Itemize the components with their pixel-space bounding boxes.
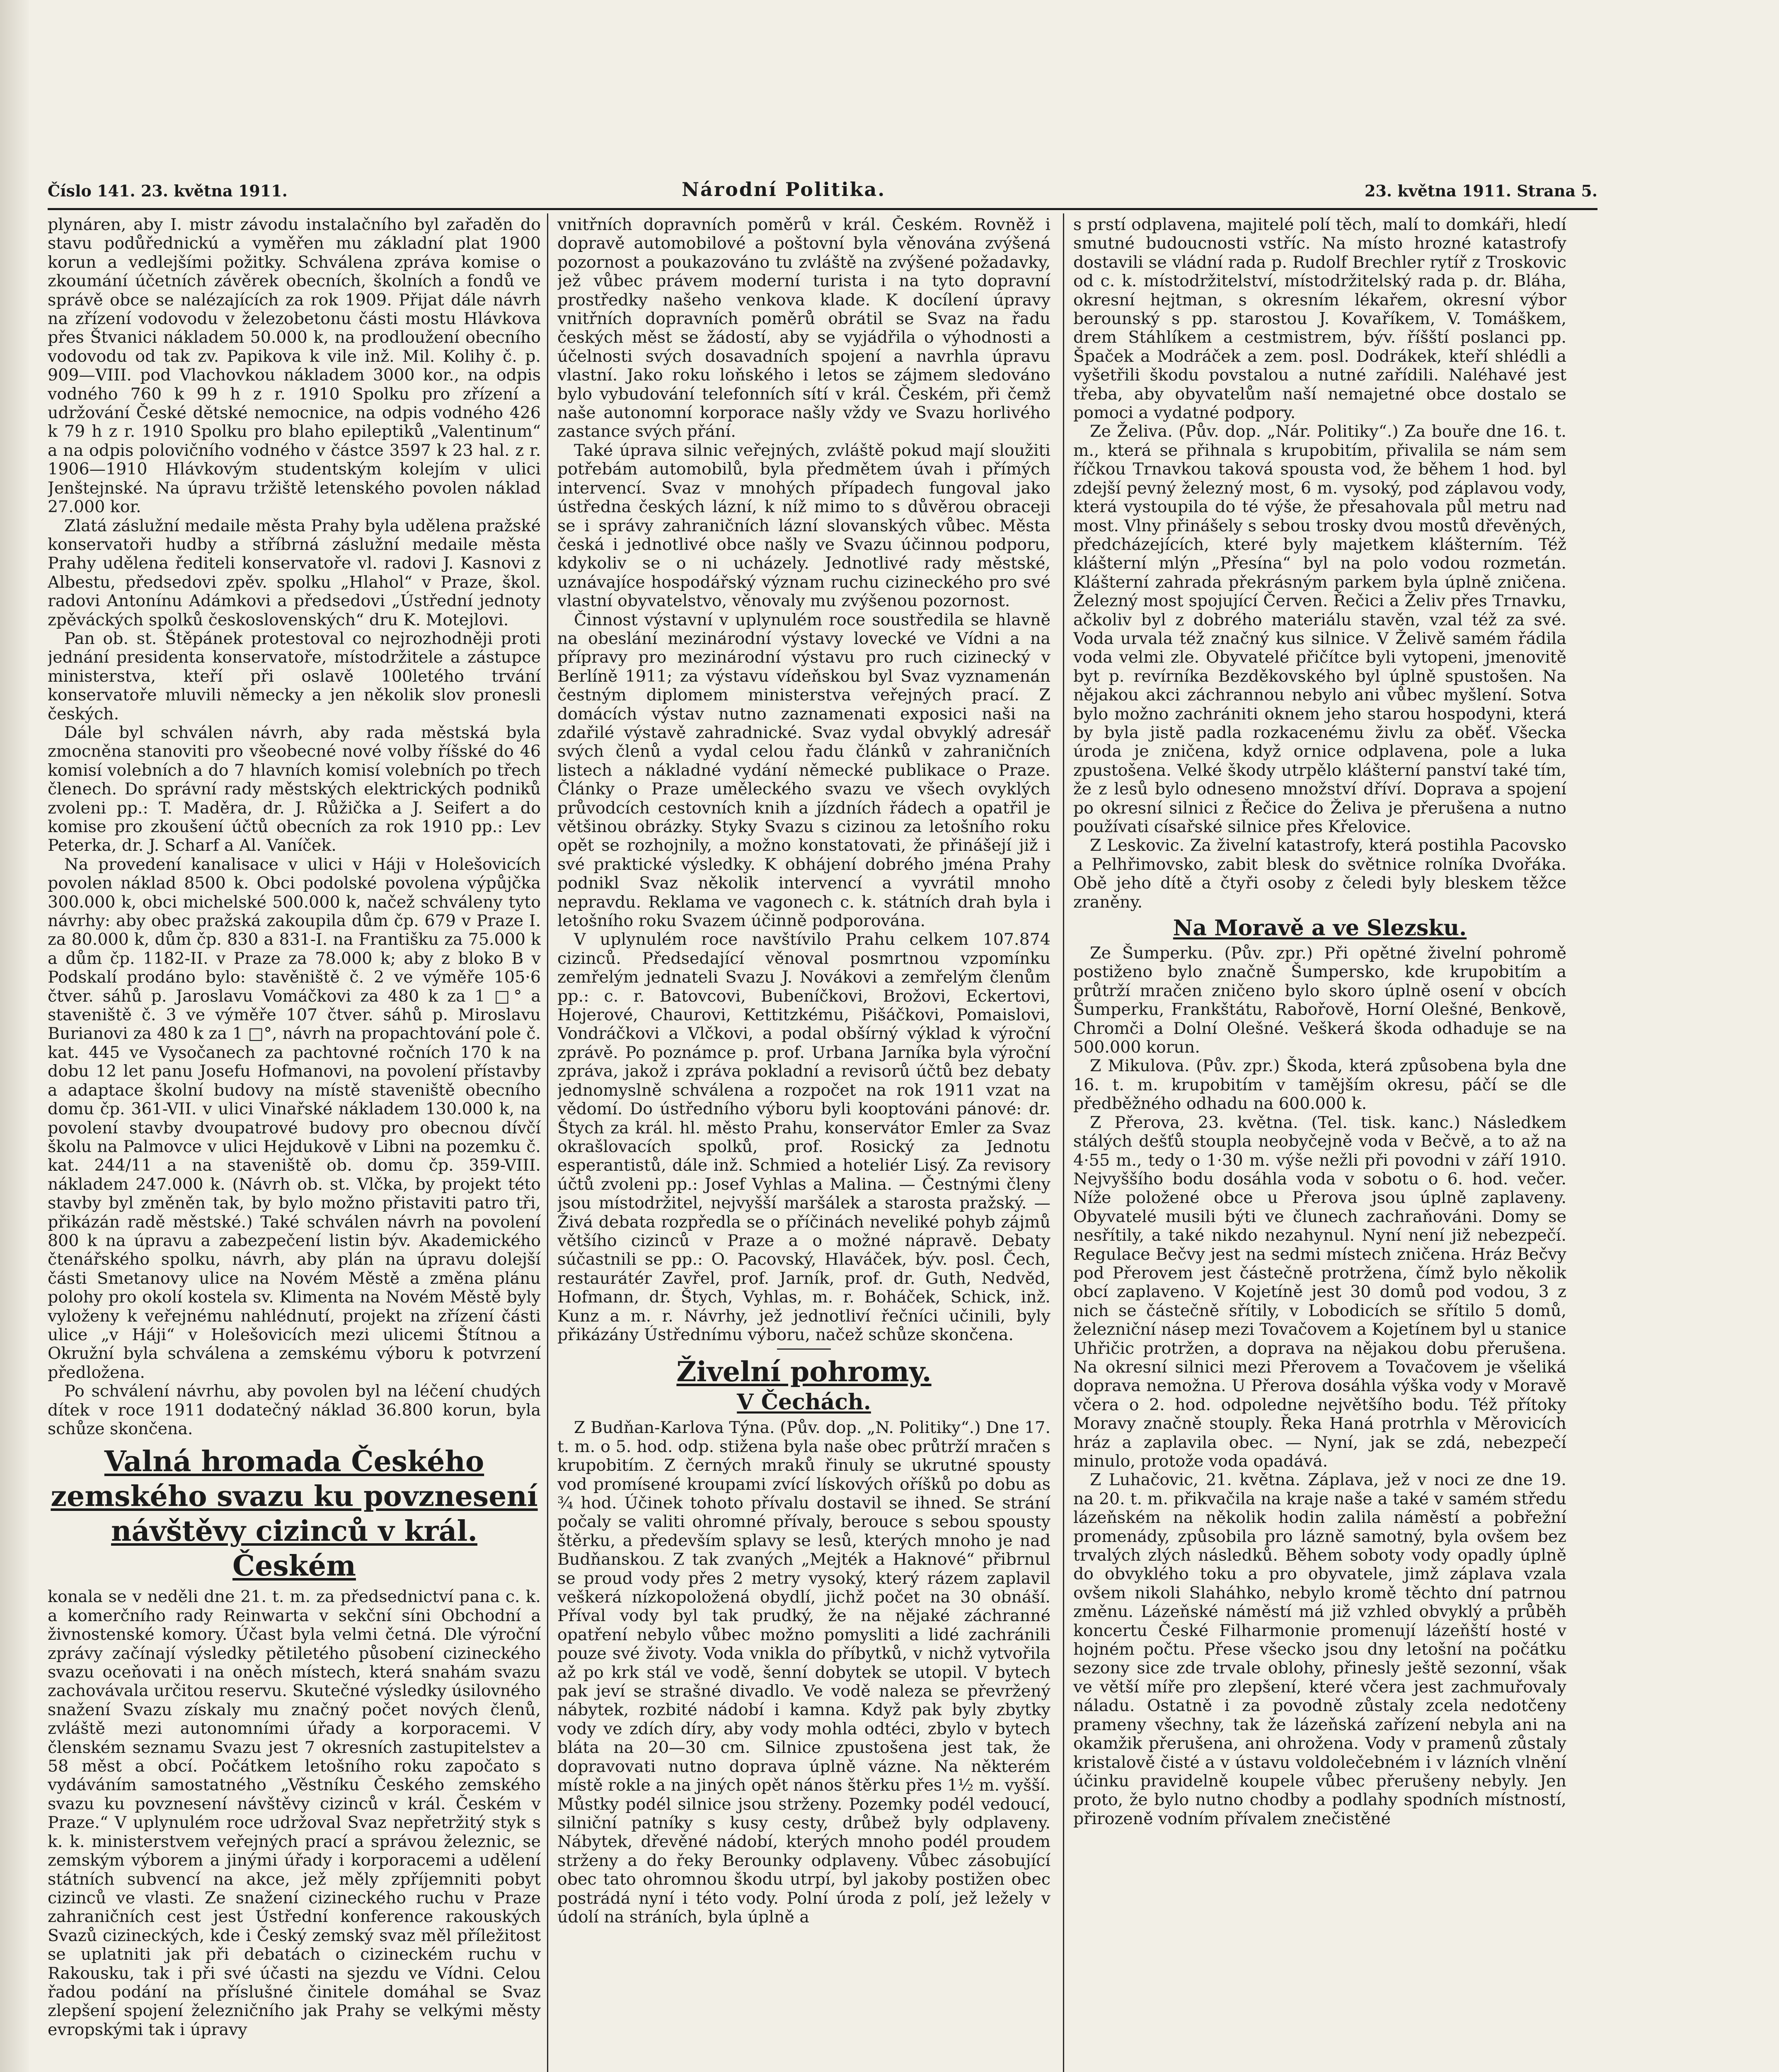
section-subheadline: V Čechách. — [737, 1389, 871, 1415]
article-paragraph: Z Přerova, 23. května. (Tel. tisk. kanc.) Následkem stálých dešťů stoupla neobyčejně voda v Bečvě, a to až na 4·55 m., tedy o 1·30 m. výše nežli při povodni v září 1910. Nejvyššího bodu dosáhla voda v sobotu o 6. hod. večer. Níže položené obce u Přerova jsou úplně zaplaveny. Obyvatelé musili býti ve člunech zachraňováni. Domy se nesřítily, a také nikdo nezahynul. Nyní není již nebezpečí. Regulace Bečvy jest na sedmi místech zničena. Hráz Bečvy pod Přerovem jest částečně protržena, čímž bylo několik obcí zaplaveno. V Kojetíně jest 30 domů pod vodou, 3 z nich se částečně sřítily, v Lobodicích se sřítilo 5 domů, železniční násep mezi Tovačovem a Kojetínem byl u stanice Uhřičic protržen, a doprava na nějakou dobu přerušena. Na okresní silnici mezi Přerovem a Tovačovem je všeliká doprava nemožna. U Přerova dosáhla výška vody v Moravě včera o 2. hod. odpoledne největšího bodu. Též přítoky Moravy značně stouply. Řeka Haná protrhla v Měrovicích hráz a zaplavila obec. — Nyní, jak se zdá, nebezpečí minulo, protože voda opadává. — [1073, 1113, 1566, 1471]
column-1 — [48, 215, 541, 2072]
column-3 — [1073, 215, 1566, 2072]
article-paragraph: Ze Šumperku. (Pův. zpr.) Při opětné živelní pohromě postiženo bylo značně Šumpersko, kde krupobitím a průtrží mračen zničeno bylo skoro úplně osení v obcích Šumperku, Frankštátu, Rabořově, Horní Olešné, Benkově, Chromči a Dolní Olešné. Veškerá škoda odhaduje se na 500.000 korun. — [1073, 944, 1566, 1057]
article-paragraph: Po schválení návrhu, aby povolen byl na léčení chudých dítek v roce 1911 dodatečný náklad 36.800 korun, byla schůze skončena. — [48, 1382, 541, 1438]
article-paragraph: Z Budňan-Karlova Týna. (Pův. dop. „N. Politiky“.) Dne 17. t. m. o 5. hod. odp. stižena byla naše obec průtrží mračen s krupobitím. Z černých mraků řinuly se ukrutné spousty vod promísené kroupami zvící lískových oříšků po dobu as ¾ hod. Účinek tohoto přívalu dostavil se ihned. Se strání počaly se valiti ohromné přívaly, berouce s sebou spousty štěrku, a především splavy se lesů, kterých mnoho je nad Budňanskou. Z tak zvaných „Mejték a Haknové“ přibrnul se proud vody přes 2 metry vysoký, který rázem zaplavil veškerá nízkopoložená obydlí, jichž počet na 30 obnáší. Příval vody byl tak prudký, že na nějaké záchranné opatření nebylo vůbec možno pomysliti a lidé zachránili pouze své životy. Voda vnikla do příbytků, v nichž vytvořila až po krk stál ve vodě, šenní dobytek se utopil. V bytech pak jeví se strašné divadlo. Ve vodě naleza se převržený nábytek, rozbité nádobí i kamna. Když pak byly zbytky vody ve zdích díry, aby vody mohla odtéci, zbylo v bytech bláta na 20—30 cm. Silnice zpustošena jest tak, že dopravovati nutno doprava úplně vázne. Na některém místě rokle a na jiných opět nános štěrku přes 1½ m. vyšší. Můstky podél silnice jsou strženy. Pozemky podél vedoucí, silniční patníky s kusy cesty, drůbež byly odplaveny. Nábytek, dřevěné nádobí, kterých mnoho podél proudem strženy a do řeky Berounky odplaveny. Vůbec zásobující obec tato ohromnou škodu utrpí, byl jakoby postižen obec postrádá nyní i této vody. Polní úroda z polí, jež ležely v údolí na stráních, byla úplně a — [557, 1418, 1050, 1927]
article-paragraph: vnitřních dopravních poměrů v král. Českém. Rovněž i dopravě automobilové a poštovní byla věnována zvýšená pozornost a poukazováno tu zvláště na zvýšené požadavky, jež vůbec právem moderní turista i na tyto dopravní prostředky našeho venkova klade. K docílení úpravy vnitřních dopravních poměrů obrátil se Svaz na řadu českých měst se žádostí, aby se vyjádřila o výhodnosti a účelnosti svých dosavadních spojení a navrhla úpravu vlastní. Jako roku loňského i letos se zájmem sledováno bylo vybudování telefonních sítí v král. Českém, při čemž naše autonomní korporace našly vždy ve Svazu horlivého zastance svých přání. — [557, 215, 1050, 441]
section-divider — [777, 1348, 831, 1350]
article-paragraph: Ze Želiva. (Pův. dop. „Nár. Politiky“.) Za bouře dne 16. t. m., která se přihnala s krupobitím, přivalila se nám sem říčkou Trnavkou taková spousta vod, že během 1 hod. byl zdejší pevný železný most, 6 m. vysoký, pod záplavou vody, která vystoupila do té výše, že přesahovala půl metru nad most. Vlny přinášely s sebou trosky dvou mostů dřevěných, předcházejících, které byly majetkem klášterním. Též klášterní mlýn „Přesína“ byl na polo vodou rozmetán. Klášterní zahrada překrásným parkem byla úplně zničena. Železný most spojující Červen. Řečici a Želiv přes Trnavku, ačkoliv byl z dobrého materiálu stavěn, vzal též za své. Voda urvala též značný kus silnice. V Želivě samém řádila voda velmi zle. Obyvatelé přičítce byli vytopeni, jmenovitě byt p. revírníka Bezděkovského byl úplně spustošen. Na nějakou akci záchrannou nebylo ani vůbec myšlení. Sotva bylo možno zachrániti oknem jeho starou hospodyni, která by byla jistě padla rozkacenému živlu za oběť. Všecka úroda je zničena, když ornice odplavena, pole a luka zpustošena. Velké škody utrpělo klášterní panství také tím, že z lesů bylo odneseno množství dříví. Doprava a spojení po okresní silnici z Řečice do Želiva je přerušena a nutno používati císařské silnice přes Křelovice. — [1073, 422, 1566, 836]
date-and-page: 23. května 1911. Strana 5. — [1365, 182, 1597, 200]
section-headline: Na Moravě a ve Slezsku. — [1173, 915, 1467, 941]
masthead-title: Národní Politika. — [682, 178, 886, 201]
article-paragraph: Pan ob. st. Štěpánek protestoval co nejrozhodněji proti jednání presidenta konservatoře, místodržitele a zástupce ministerstva, kteří při oslavě 100letého trvání konservatoře mluvili německy a jen několik slov pronesli českých. — [48, 629, 541, 724]
page-header — [48, 178, 1597, 207]
article-paragraph: Také úprava silnic veřejných, zvláště pokud mají sloužiti potřebám automobilů, byla předmětem úvah i přímých intervencí. Svaz v mnohých případech fungoval jako ústředna českých lázní, k níž mimo to s důvěrou obraceji se i správy zahraničních lázní slovanských vůbec. Města česká i jednotlivé obce našly ve Svazu účinnou podporu, kdykoliv se o ni ucházely. Jednotlivé rady městské, uznávajíce hospodářský význam ruchu cizineckého pro své vlastní obyvatelstvo, věnovaly mu zvýšenou pozornost. — [557, 441, 1050, 611]
article-paragraph: Činnost výstavní v uplynulém roce soustředila se hlavně na obeslání mezinárodní výstavy lovecké ve Vídni a na přípravy pro mezinárodní výstavu pro ruch cizinecký v Berlíně 1911; za výstavu vídeňskou byl Svaz vyznamenán čestným diplomem ministerstva veřejných prací. Z domácích výstav nutno zaznamenati exposici naši na zdařilé výstavě zahradnické. Svaz vydal obvyklý adresář svých členů a vydal celou řadu článků v zahraničních listech a nákladné vydání německé publikace o Praze. Články o Praze uměleckého svazu ve všech ovyklých průvodcích cestovních knih a jízdních řádech a opatřil je většinou obrázky. Styky Svazu s cizinou za letošního roku opět se rozhojnily, a možno konstatovati, že přinášejí již i své praktické výsledky. K obhájení dobrého jména Prahy podnikl Svaz několik intervencí a vyvrátil mnoho nepravdu. Reklama ve vagonech c. k. státních drah byla i letošního roku Svazem účinně podporována. — [557, 610, 1050, 931]
article-paragraph: Z Luhačovic, 21. května. Záplava, jež v noci ze dne 19. na 20. t. m. přikvačila na kraje naše a také v samém středu lázeňském na několik hodin zalila náměstí a pobřežní promenády, způsobila pro lázně samotný, byla ovšem bez trvalých zlých následků. Během soboty vody opadly úplně do obvyklého toku a pro obyvatele, jimž záplava vzala ovšem nikoli Slaháhko, nebylo kromě těchto dní patrnou změnu. Lázeňské náměstí má již vzhled obvyklý a průběh koncertu České Filharmonie promenují lázeňští hosté v hojném počtu. Přese všecko jsou dny letošní na počátku sezony sice zde trvale oblohy, přinesly ještě sezonní, však ve větší míře pro zlepšení, které včera jest zachmuřovaly náladu. Ostatně i za povodně zůstaly zcela nedotčeny prameny všechny, tak že lázeňská zařízení nebyla ani na okamžik přerušena, ani ohrožena. Vody v pramenů zůstaly kristalově čisté a v ústavu voldolečebném i v lázních vlnění účinku pravidelně koupele vůbec přerušeny nebyly. Jen proto, že bylo nutno chodby a podlahy spodních místností, přirozeně vodním přívalem znečistěné — [1073, 1470, 1566, 1828]
page-binding-edge — [0, 0, 29, 2072]
issue-number: Číslo 141. 23. května 1911. — [48, 182, 288, 200]
article-paragraph: Zlatá záslužní medaile města Prahy byla udělena pražské konservatoři hudby a stříbrná záslužní medaile města Prahy udělena řediteli konservatoře vl. radovi J. Kasnovi z Albestu, předsedovi zpěv. spolku „Hlahol“ v Praze, škol. radovi Antonínu Adámkovi a předsedovi „Ústřední jednoty zpěváckých spolků československých“ dru K. Motejlovi. — [48, 516, 541, 629]
article-paragraph: s prstí odplavena, majitelé polí těch, malí to domkáři, hledí smutné budoucnosti vstříc. Na místo hrozné katastrofy dostavili se vládní rada p. Rudolf Brechler rytíř z Troskovic od c. k. místodržitelství, místodržitelský rada p. dr. Bláha, okresní hejtman, s okresním lékařem, okresní výbor berounský s pp. starostou J. Kovaříkem, V. Tomáškem, drem Stáhlíkem a cestmistrem, býv. říšští poslanci pp. Špaček a Modráček a zem. posl. Dodrákek, kteří shlédli a vyšetřili škodu povstalou a nutné zařídili. Naléhavé jest třeba, aby obyvatelům naší nemajetné obce dostalo se pomoci a vydatné podpory. — [1073, 215, 1566, 423]
column-divider — [547, 213, 548, 2072]
section-headline: Živelní pohromy. — [676, 1356, 932, 1388]
article-paragraph: Z Mikulova. (Pův. zpr.) Škoda, která způsobena byla dne 16. t. m. krupobitím v tamějším okresu, páčí se dle předběžného odhadu na 600.000 k. — [1073, 1056, 1566, 1113]
article-paragraph: Z Leskovic. Za živelní katastrofy, která postihla Pacovsko a Pelhřimovsko, zabit blesk do světnice rolníka Dvořáka. Obě jeho dítě a čtyři osoby z čeledi byly bleskem těžce zraněny. — [1073, 836, 1566, 912]
column-2 — [557, 215, 1050, 2072]
article-paragraph: plynáren, aby I. mistr závodu instalačního byl zařaděn do stavu podůřednickú a vyměřen mu základní plat 1900 korun a vedlejšími požitky. Schválena zpráva komise o zkoumání účetních závěrek obecních, školních a fondů ve správě obce se nalézajících za rok 1909. Přijat dále návrh na zřízení vodovodu v železobetonu části mostu Hlávkova přes Štvanici nákladem 50.000 k, na prodloužení obecního vodovodu od tak zv. Papikova k vile inž. Mil. Kolihy č. p. 909—VIII. pod Vlachovkou nákladem 3000 kor., na odpis vodného 760 k 99 h z r. 1910 Spolku pro zřízení a udržování České dětské nemocnice, na odpis vodného 426 k 79 h z r. 1910 Spolku pro blaho epileptiků „Valentinum“ a na odpis polovičního vodného v částce 3597 k 23 hal. z r. 1906—1910 Hlávkovým studentským kolejím v ulici Jenštejnské. Na úpravu tržiště letenského povolen náklad 27.000 kor. — [48, 215, 541, 517]
article-paragraph: Na provedení kanalisace v ulici v Háji v Holešovicích povolen náklad 8500 k. Obci podolské povolena výpůjčka 300.000 k, obci michelské 500.000 k, načež schváleny tyto návrhy: aby obec pražská zakoupila dům čp. 679 v Praze I. za 80.000 k, dům čp. 830 a 831-I. na Františku za 75.000 k a dům čp. 1182-II. v Praze za 78.000 k; aby z blokо B v Podskalí prodáno bylo: stavěniště č. 2 ve výměře 105·6 čtver. sáhů p. Jaroslavu Vomáčkovi za 480 k za 1 □° a staveniště č. 3 ve výměře 107 čtver. sáhů p. Miroslavu Burianovi za 480 k za 1 □°, návrh na propachtování pole č. kat. 445 ve Vysočanech za pachtovné ročních 170 k na dobu 12 let panu Josefu Hofmanovi, na povolení přístavby a adaptace školní budovy na místě staveniště obecního domu čp. 361-VII. v ulici Vinařské nákladem 130.000 k, na povolení stavby dvoupatrové budovy pro obecnou dívčí školu na Palmovce v ulici Hejdukově v Libni na pozemku č. kat. 244/11 a na staveniště ob. domu čp. 359-VIII. nákladem 247.000 k. (Návrh ob. st. Vlčka, by projekt této stavby byl změněn tak, by bylo možno přistaviti patro tři, přikázán radě městské.) Také schválen návrh na povolení 800 k na úpravu a zabezpečení listin býv. Akademického čtenářského spolku, návrh, aby plán na úpravu dolejší části Smetanovy ulice na Novém Městě a změna plánu polohy pro okolí kostela sv. Klimenta na Novém Městě byly vyloženy k veřejnému nahlédnutí, projekt na zřízení části ulice „v Háji“ v Holešovicích mezi ulicemi Štítnou a Okružní byla schválena a zemskému výboru k potvrzení předložena. — [48, 854, 541, 1382]
article-paragraph: V uplynulém roce navštívilo Prahu celkem 107.874 cizinců. Předsedající věnoval posmrtnou vzpomínku zemřelým jednateli Svazu J. Novákovi a zemřelým členům pp.: c. r. Batovcovi, Bubeníčkovi, Brožovi, Eckertovi, Hojerové, Chaurovi, Kettitzkému, Pišáčkovi, Pomaislovi, Vondráčkovi a Vlčkovi, a podal obšírný výklad k výroční zprávě. Po poznámce p. prof. Urbana Jarníka byla výroční zpráva, jakož i zpráva pokladní a revisorů účtů bez debaty jednomyslně schválena a rozpočet na rok 1911 vzat na vědomí. Do ústředního výboru byli kooptováni pánové: dr. Štych za král. hl. město Prahu, konservátor Emler za Svaz okrašlovacích spolků, prof. Rosický za Jednotu esperantistů, dále inž. Schmied a hoteliér Lisý. Za revisory účtů zvoleni pp.: Josef Vyhlas a Malina. — Čestnými členy jsou místodržitel, nejvyšší maršálek a starosta pražský. — Živá debata rozpředla se o příčinách neveliké pohyb zájmů většího cizinců v Praze a o možné nápravě. Debaty súčastnili se pp.: O. Pacovský, Hlaváček, býv. posl. Čech, restaurátér Zavřel, prof. Jarník, prof. dr. Guth, Nedvěd, Hofmann, dr. Štych, Vyhlas, m. r. Boháček, Schick, inž. Kunz a m. r. Návrhy, jež jednotliví řečníci učinili, byly přikázány Ústřednímu výboru, načež schůze skončena. — [557, 930, 1050, 1344]
article-paragraph: konala se v neděli dne 21. t. m. za předsednictví pana c. k. a komerčního rady Reinwarta v sekční síni Obchodní a živnostenské komory. Účast byla velmi četná. Dle výroční zprávy začínají výsledky pětiletého působení cizineckého svazu oceňovati i na oněch místech, která snahám svazu zachovávala určitou reservu. Skutečné výsledky úsilovného snažení Svazu získaly mu značný počet nových členů, zvláště mezi autonomními úřady a korporacemi. V členském seznamu Svazu jest 7 okresních zastupitelstev a 58 měst a obcí. Počátkem letošního roku započato s vydáváním samostatného „Věstníku Českého zemského svazu ku povznesení návštěvy cizinců v král. Českém v Praze.“ V uplynulém roce udržoval Svaz nepřetržitý styk s k. k. ministerstvem veřejných prací a správou železnic, se zemským výborem a jinými úřady i korporacemi a udělení státních subvencí na akce, jež měly zpříjemniti pobyt cizinců ve vlasti. Ze snažení cizineckého ruchu v Praze zahraničních cest jest Ústřední konference rakouských Svazů cizineckých, kde i Český zemský svaz měl příležitost se uplatniti jak při debatách o cizineckém ruchu v Rakousku, tak i při své účasti na sjezdu ve Vídni. Celou řadou podání na příslušné činitele domáhal se Svaz zlepšení spojení železničního jak Prahy se velkými městy evropskými tak i úpravy — [48, 1587, 541, 2039]
article-headline: Valná hromada Českého zemského svazu ku povznesení návštěvy cizinců v král. Českém — [51, 1445, 538, 1583]
article-paragraph: Dále byl schválen návrh, aby radа městská byla zmocněna stanoviti pro všeobecné nové volby říšské do 46 komisí volebních a do 7 hlavních komisí volebních po třech členech. Do správní rady městských elektrických podniků zvoleni pp.: T. Maděra, dr. J. Růžička a J. Seifert a do komise pro zkoušení účtů obecních za rok 1910 pp.: Lev Peterka, dr. J. Scharf a Al. Vaníček. — [48, 723, 541, 855]
column-divider — [1063, 213, 1064, 2072]
header-rule — [48, 208, 1597, 210]
